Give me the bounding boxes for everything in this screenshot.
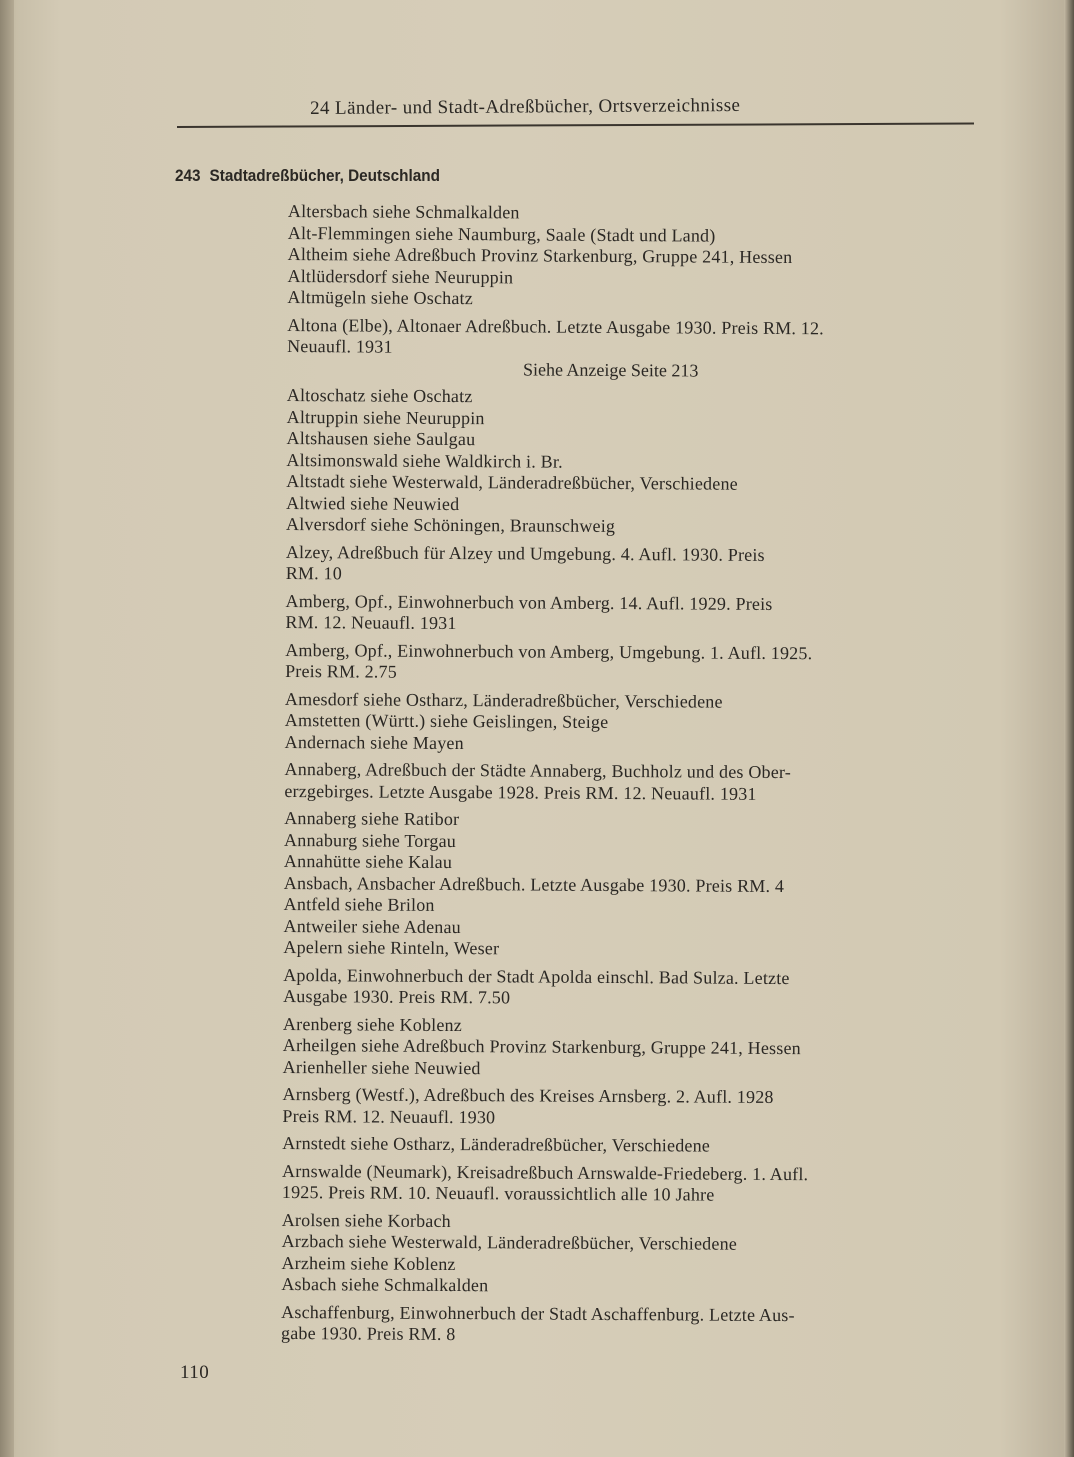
header-rule xyxy=(177,123,974,128)
page-binding-edge xyxy=(0,0,14,1457)
list-item xyxy=(282,1084,982,1131)
list-item xyxy=(281,1274,981,1300)
page-right-edge xyxy=(1064,0,1074,1457)
entry-line: Arnswalde (Neumark), Kreisadreßbuch Arnswalde-Friedeberg. 1. Aufl. xyxy=(282,1160,809,1184)
entry-line: Amesdorf siehe Ostharz, Länderadreßbücher, Verschiedene xyxy=(284,688,723,712)
advertisement-reference: Siehe Anzeige Seite 213 xyxy=(522,358,699,381)
entry-line: Altheim siehe Adreßbuch Provinz Starkenburg, Gruppe 241, Hessen xyxy=(287,243,793,268)
entry-line: erzgebirges. Letzte Ausgabe 1928. Preis RM. 12. Neuaufl. 1931 xyxy=(284,780,757,804)
entry-line: Arolsen siehe Korbach xyxy=(281,1209,451,1231)
entry-line: Altoschatz siehe Oschatz xyxy=(286,384,473,407)
entry-line: Alversdorf siehe Schöningen, Braunschweig xyxy=(285,513,616,537)
entry-line: Arnstedt siehe Ostharz, Länderadreßbücher, Verschiedene xyxy=(282,1132,711,1156)
section-number: 243 xyxy=(175,166,201,185)
entry-line: Annaberg, Adreßbuch der Städte Annaberg, Buchholz und des Ober- xyxy=(284,758,792,783)
entry-line: RM. 10 xyxy=(285,562,343,584)
list-item xyxy=(285,590,985,637)
entry-line: Alt-Flemmingen siehe Naumburg, Saale (Stadt und Land) xyxy=(287,222,716,246)
entry-line: Andernach siehe Mayen xyxy=(284,731,464,753)
entry-line: Preis RM. 2.75 xyxy=(285,660,398,682)
entry-line: RM. 12. Neuaufl. 1931 xyxy=(285,611,457,634)
entry-line: Arzheim siehe Koblenz xyxy=(281,1252,456,1274)
entry-line: Arheilgen siehe Adreßbuch Provinz Starkenburg, Gruppe 241, Hessen xyxy=(282,1034,801,1059)
list-item xyxy=(284,759,984,806)
entry-list xyxy=(281,201,988,1349)
entry-line: Altstadt siehe Westerwald, Länderadreßbücher, Verschiedene xyxy=(286,470,738,494)
entry-line: Annaburg siehe Torgau xyxy=(284,829,457,851)
entry-line: Altona (Elbe), Altonaer Adreßbuch. Letzte Ausgabe 1930. Preis RM. 12. xyxy=(287,314,824,338)
entry-line: Altlüdersdorf siehe Neuruppin xyxy=(287,265,514,287)
entry-line: Antweiler siehe Adenau xyxy=(283,915,461,937)
entry-line: Alzey, Adreßbuch für Alzey und Umgebung. 4. Aufl. 1930. Preis xyxy=(285,541,765,565)
entry-line: Antfeld siehe Brilon xyxy=(283,893,435,915)
list-item xyxy=(281,1301,981,1348)
entry-line: Altsimonswald siehe Waldkirch i. Br. xyxy=(286,449,563,472)
entry-line: Altersbach siehe Schmalkalden xyxy=(287,201,520,223)
page-number: 110 xyxy=(180,1362,210,1383)
entry-line: Arienheller siehe Neuwied xyxy=(282,1056,481,1078)
entry-line: Apelern siehe Rinteln, Weser xyxy=(283,936,500,959)
list-item xyxy=(283,1056,983,1082)
list-item xyxy=(282,1133,982,1159)
entry-line: Ausgabe 1930. Preis RM. 7.50 xyxy=(283,985,511,1008)
list-item xyxy=(285,639,985,686)
entry-line: Arzbach siehe Westerwald, Länderadreßbücher, Verschiedene xyxy=(281,1230,738,1254)
list-item xyxy=(287,314,987,361)
entry-line: Asbach siehe Schmalkalden xyxy=(281,1273,489,1296)
entry-line: Ansbach, Ansbacher Adreßbuch. Letzte Ausgabe 1930. Preis RM. 4 xyxy=(283,872,785,896)
entry-line: Preis RM. 12. Neuaufl. 1930 xyxy=(282,1105,496,1127)
entry-line: Altshausen siehe Saulgau xyxy=(286,427,476,450)
entry-line: Altwied siehe Neuwied xyxy=(286,492,460,514)
entry-line: 1925. Preis RM. 10. Neuaufl. voraussichtlich alle 10 Jahre xyxy=(281,1181,715,1205)
entry-line: Amstetten (Württ.) siehe Geislingen, Steige xyxy=(284,709,609,732)
list-item xyxy=(283,964,983,1011)
entry-line: gabe 1930. Preis RM. 8 xyxy=(281,1322,456,1345)
entry-line: Altmügeln siehe Oschatz xyxy=(287,286,474,309)
list-item xyxy=(282,1160,982,1207)
list-item xyxy=(286,541,986,588)
entry-line: Apolda, Einwohnerbuch der Stadt Apolda einschl. Bad Sulza. Letzte xyxy=(283,964,790,988)
entry-line: Arenberg siehe Koblenz xyxy=(282,1013,463,1035)
entry-line: Neuaufl. 1931 xyxy=(287,335,393,357)
list-item xyxy=(286,514,986,540)
running-header: 24 Länder- und Stadt-Adreßbücher, Ortsverzeichnisse xyxy=(310,94,741,119)
section-title: Stadtadreßbücher, Deutschland xyxy=(209,166,440,185)
entry-line: Annahütte siehe Kalau xyxy=(283,850,453,873)
entry-line: Arnsberg (Westf.), Adreßbuch des Kreises Arnsberg. 2. Aufl. 1928 xyxy=(282,1083,774,1107)
entry-line: Amberg, Opf., Einwohnerbuch von Amberg. 14. Aufl. 1929. Preis xyxy=(285,590,773,614)
entry-line: Annaberg siehe Ratibor xyxy=(284,807,460,830)
list-item xyxy=(287,287,987,313)
entry-line: Altruppin siehe Neuruppin xyxy=(286,406,485,428)
list-item xyxy=(283,937,983,963)
list-item xyxy=(285,731,985,757)
section-heading xyxy=(175,166,440,186)
entry-line: Amberg, Opf., Einwohnerbuch von Amberg, Umgebung. 1. Aufl. 1925. xyxy=(285,639,813,663)
entry-line: Aschaffenburg, Einwohnerbuch der Stadt Aschaffenburg. Letzte Aus- xyxy=(281,1301,795,1325)
